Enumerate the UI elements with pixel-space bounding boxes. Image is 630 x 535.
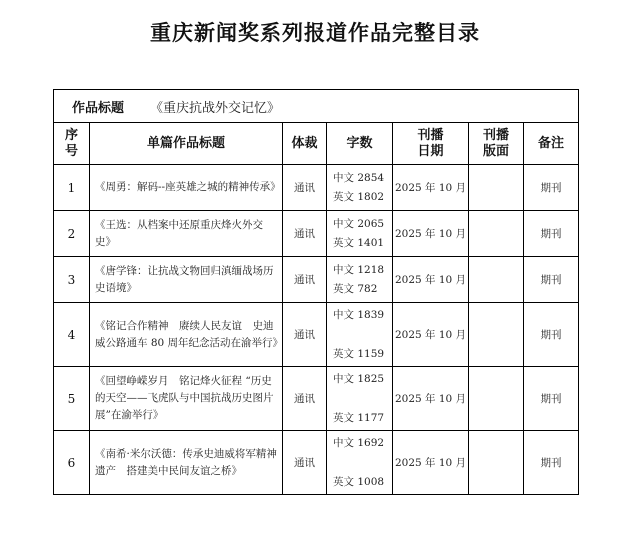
row-words-en: 英文 1802 bbox=[333, 190, 385, 203]
row-words bbox=[327, 367, 393, 431]
project-label-cell bbox=[54, 90, 283, 123]
row-date: 2025 年 10 月 bbox=[393, 431, 469, 495]
row-title: 《铭记合作精神 赓续人民友谊 史迪威公路通车 80 周年纪念活动在渝举行》 bbox=[90, 303, 283, 367]
row-date: 2025 年 10 月 bbox=[393, 257, 469, 303]
row-words-en: 英文 1008 bbox=[333, 475, 385, 488]
row-note: 期刊 bbox=[524, 367, 579, 431]
row-words-cn: 中文 1692 bbox=[333, 436, 385, 449]
row-title: 《唐学锋：让抗战文物回归滇缅战场历史语境》 bbox=[90, 257, 283, 303]
row-note: 期刊 bbox=[524, 165, 579, 211]
row-genre: 通讯 bbox=[283, 257, 327, 303]
row-page bbox=[469, 165, 524, 211]
row-words-en: 英文 782 bbox=[333, 282, 378, 295]
row-index: 1 bbox=[54, 165, 90, 211]
row-index: 6 bbox=[54, 431, 90, 495]
row-words-en: 英文 1401 bbox=[333, 236, 385, 249]
row-page bbox=[469, 303, 524, 367]
row-page bbox=[469, 211, 524, 257]
row-words-cn: 中文 1839 bbox=[333, 308, 385, 321]
row-words-en: 英文 1159 bbox=[333, 347, 385, 360]
row-words-en: 英文 1177 bbox=[333, 411, 385, 424]
row-note: 期刊 bbox=[524, 257, 579, 303]
row-index: 3 bbox=[54, 257, 90, 303]
row-words bbox=[327, 257, 393, 303]
row-title: 《南希·米尔沃德：传承史迪威将军精神遗产 搭建美中民间友谊之桥》 bbox=[90, 431, 283, 495]
table-row bbox=[54, 257, 579, 303]
page-title: 重庆新闻奖系列报道作品完整目录 bbox=[150, 21, 480, 45]
header-page: 刊播版面 bbox=[469, 123, 524, 165]
row-note: 期刊 bbox=[524, 211, 579, 257]
row-note: 期刊 bbox=[524, 303, 579, 367]
table-row bbox=[54, 303, 579, 367]
column-header-row bbox=[54, 123, 579, 165]
row-page bbox=[469, 257, 524, 303]
header-title: 单篇作品标题 bbox=[90, 123, 283, 165]
row-date: 2025 年 10 月 bbox=[393, 367, 469, 431]
row-words-cn: 中文 2854 bbox=[333, 171, 385, 184]
project-filler bbox=[283, 90, 579, 123]
table-row bbox=[54, 367, 579, 431]
row-genre: 通讯 bbox=[283, 303, 327, 367]
header-words: 字数 bbox=[327, 123, 393, 165]
row-words bbox=[327, 303, 393, 367]
row-genre: 通讯 bbox=[283, 211, 327, 257]
row-date: 2025 年 10 月 bbox=[393, 211, 469, 257]
row-words bbox=[327, 165, 393, 211]
row-index: 5 bbox=[54, 367, 90, 431]
catalog-table bbox=[53, 89, 579, 495]
row-words bbox=[327, 211, 393, 257]
row-page bbox=[469, 431, 524, 495]
header-date: 刊播日期 bbox=[393, 123, 469, 165]
row-genre: 通讯 bbox=[283, 165, 327, 211]
row-note: 期刊 bbox=[524, 431, 579, 495]
row-words-cn: 中文 1825 bbox=[333, 372, 385, 385]
row-genre: 通讯 bbox=[283, 431, 327, 495]
table-row bbox=[54, 165, 579, 211]
row-genre: 通讯 bbox=[283, 367, 327, 431]
header-index: 序号 bbox=[54, 123, 90, 165]
table-row bbox=[54, 431, 579, 495]
table-body bbox=[54, 165, 579, 495]
header-note: 备注 bbox=[524, 123, 579, 165]
row-index: 2 bbox=[54, 211, 90, 257]
row-title: 《回望峥嵘岁月 铭记烽火征程 “历史的天空——飞虎队与中国抗战历史图片展”在渝举行》 bbox=[90, 367, 283, 431]
header-genre: 体裁 bbox=[283, 123, 327, 165]
row-index: 4 bbox=[54, 303, 90, 367]
project-row bbox=[54, 90, 579, 123]
project-title: 《重庆抗战外交记忆》 bbox=[150, 100, 281, 116]
row-date: 2025 年 10 月 bbox=[393, 165, 469, 211]
row-words bbox=[327, 431, 393, 495]
row-title: 《周勇：解码--座英雄之城的精神传承》 bbox=[90, 165, 283, 211]
row-words-cn: 中文 1218 bbox=[333, 263, 385, 276]
row-page bbox=[469, 367, 524, 431]
table-row bbox=[54, 211, 579, 257]
row-date: 2025 年 10 月 bbox=[393, 303, 469, 367]
row-words-cn: 中文 2065 bbox=[333, 217, 385, 230]
row-title: 《王选：从档案中还原重庆烽火外交史》 bbox=[90, 211, 283, 257]
project-label: 作品标题 bbox=[71, 100, 124, 116]
